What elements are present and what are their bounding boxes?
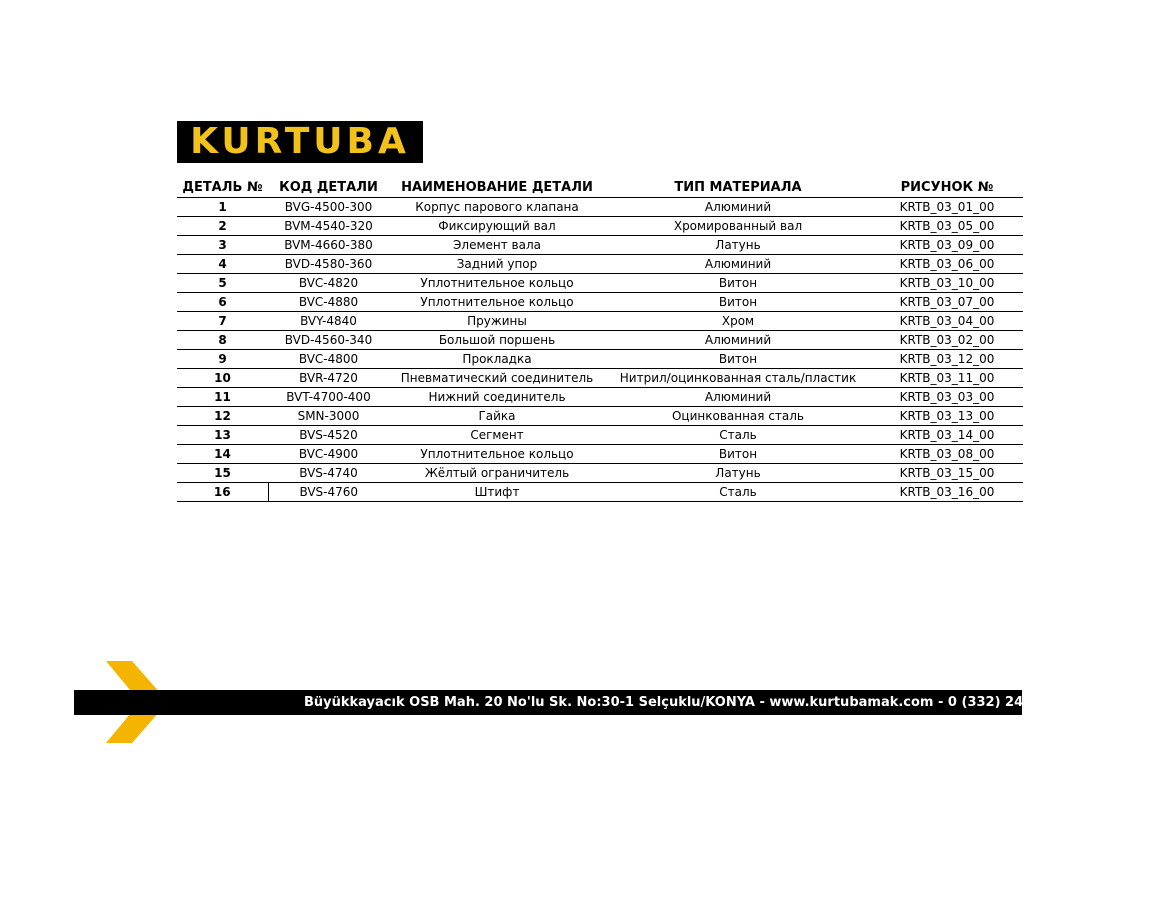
cell-drawing-number: KRTB_03_08_00 <box>871 445 1023 464</box>
table-row <box>177 331 1023 350</box>
table-row <box>177 255 1023 274</box>
cell-part-name: Задний упор <box>389 255 605 274</box>
cell-part-name: Прокладка <box>389 350 605 369</box>
header-material-type: ТИП МАТЕРИАЛА <box>605 177 871 198</box>
header-part-name: НАИМЕНОВАНИЕ ДЕТАЛИ <box>389 177 605 198</box>
cell-material-type: Хромированный вал <box>605 217 871 236</box>
cell-material-type: Алюминий <box>605 331 871 350</box>
cell-part-number: 11 <box>177 388 268 407</box>
footer-address: Büyükkayacık OSB Mah. 20 No'lu Sk. No:30-1 Selçuklu/KONYA - www.kurtubamak.com - 0 (332) 248 80 42 <box>304 695 1078 710</box>
cell-part-number: 6 <box>177 293 268 312</box>
cell-part-name: Корпус парового клапана <box>389 198 605 217</box>
cell-drawing-number: KRTB_03_05_00 <box>871 217 1023 236</box>
cell-material-type: Сталь <box>605 426 871 445</box>
cell-part-name: Уплотнительное кольцо <box>389 274 605 293</box>
cell-part-number: 12 <box>177 407 268 426</box>
cell-part-code: BVC-4800 <box>268 350 389 369</box>
table-row <box>177 274 1023 293</box>
cell-material-type: Витон <box>605 274 871 293</box>
cell-part-code: BVD-4580-360 <box>268 255 389 274</box>
table-row <box>177 388 1023 407</box>
logo-text: KURTUBA <box>190 121 410 162</box>
header-part-code: КОД ДЕТАЛИ <box>268 177 389 198</box>
cell-part-name: Жёлтый ограничитель <box>389 464 605 483</box>
cell-part-name: Фиксирующий вал <box>389 217 605 236</box>
table-row <box>177 350 1023 369</box>
cell-part-number: 16 <box>177 483 268 502</box>
header-part-number: ДЕТАЛЬ № <box>177 177 268 198</box>
cell-part-name: Уплотнительное кольцо <box>389 293 605 312</box>
cell-material-type: Оцинкованная сталь <box>605 407 871 426</box>
cell-part-name: Пневматический соединитель <box>389 369 605 388</box>
cell-material-type: Алюминий <box>605 198 871 217</box>
cell-drawing-number: KRTB_03_03_00 <box>871 388 1023 407</box>
cell-part-code: BVS-4740 <box>268 464 389 483</box>
table-row <box>177 483 1023 502</box>
cell-part-number: 10 <box>177 369 268 388</box>
cell-drawing-number: KRTB_03_13_00 <box>871 407 1023 426</box>
cell-part-number: 5 <box>177 274 268 293</box>
table-row <box>177 445 1023 464</box>
table-row <box>177 236 1023 255</box>
cell-part-name: Штифт <box>389 483 605 502</box>
cell-material-type: Сталь <box>605 483 871 502</box>
cell-material-type: Латунь <box>605 236 871 255</box>
cell-drawing-number: KRTB_03_02_00 <box>871 331 1023 350</box>
table-row <box>177 464 1023 483</box>
footer-bar <box>74 690 1078 715</box>
cell-material-type: Нитрил/оцинкованная сталь/пластик <box>605 369 871 388</box>
cell-part-name: Большой поршень <box>389 331 605 350</box>
cell-part-number: 13 <box>177 426 268 445</box>
cell-drawing-number: KRTB_03_01_00 <box>871 198 1023 217</box>
table-row <box>177 198 1023 217</box>
cell-part-code: BVC-4820 <box>268 274 389 293</box>
cell-material-type: Витон <box>605 293 871 312</box>
parts-table <box>177 177 1023 502</box>
table-row <box>177 407 1023 426</box>
cell-drawing-number: KRTB_03_09_00 <box>871 236 1023 255</box>
cell-part-number: 4 <box>177 255 268 274</box>
cell-material-type: Витон <box>605 445 871 464</box>
cell-material-type: Хром <box>605 312 871 331</box>
cell-part-code: BVM-4540-320 <box>268 217 389 236</box>
cell-part-code: BVR-4720 <box>268 369 389 388</box>
table-row <box>177 217 1023 236</box>
cell-drawing-number: KRTB_03_10_00 <box>871 274 1023 293</box>
table-row <box>177 426 1023 445</box>
cell-part-number: 8 <box>177 331 268 350</box>
cell-part-name: Пружины <box>389 312 605 331</box>
cell-part-code: BVM-4660-380 <box>268 236 389 255</box>
cell-part-code: BVC-4880 <box>268 293 389 312</box>
cell-part-name: Нижний соединитель <box>389 388 605 407</box>
cell-part-name: Гайка <box>389 407 605 426</box>
cell-drawing-number: KRTB_03_11_00 <box>871 369 1023 388</box>
cell-drawing-number: KRTB_03_12_00 <box>871 350 1023 369</box>
cell-material-type: Алюминий <box>605 388 871 407</box>
cell-part-number: 2 <box>177 217 268 236</box>
cell-drawing-number: KRTB_03_04_00 <box>871 312 1023 331</box>
cell-part-name: Сегмент <box>389 426 605 445</box>
cell-part-code: BVD-4560-340 <box>268 331 389 350</box>
cell-part-code: BVS-4520 <box>268 426 389 445</box>
cell-drawing-number: KRTB_03_15_00 <box>871 464 1023 483</box>
cell-material-type: Витон <box>605 350 871 369</box>
cell-part-code: BVS-4760 <box>268 483 389 502</box>
cell-part-code: BVY-4840 <box>268 312 389 331</box>
header-drawing-number: РИСУНОК № <box>871 177 1023 198</box>
cell-drawing-number: KRTB_03_07_00 <box>871 293 1023 312</box>
cell-part-number: 14 <box>177 445 268 464</box>
cell-part-code: BVG-4500-300 <box>268 198 389 217</box>
cell-material-type: Алюминий <box>605 255 871 274</box>
parts-table-body <box>177 198 1023 502</box>
company-logo <box>177 121 423 163</box>
cell-part-name: Элемент вала <box>389 236 605 255</box>
cell-part-code: SMN-3000 <box>268 407 389 426</box>
cell-drawing-number: KRTB_03_16_00 <box>871 483 1023 502</box>
cell-part-number: 9 <box>177 350 268 369</box>
cell-part-code: BVC-4900 <box>268 445 389 464</box>
table-row <box>177 293 1023 312</box>
cell-part-number: 7 <box>177 312 268 331</box>
table-row <box>177 312 1023 331</box>
cell-part-code: BVT-4700-400 <box>268 388 389 407</box>
table-header-row <box>177 177 1023 198</box>
cell-part-number: 1 <box>177 198 268 217</box>
cell-part-name: Уплотнительное кольцо <box>389 445 605 464</box>
cell-part-number: 3 <box>177 236 268 255</box>
cell-material-type: Латунь <box>605 464 871 483</box>
cell-part-number: 15 <box>177 464 268 483</box>
cell-drawing-number: KRTB_03_14_00 <box>871 426 1023 445</box>
cell-drawing-number: KRTB_03_06_00 <box>871 255 1023 274</box>
table-row <box>177 369 1023 388</box>
